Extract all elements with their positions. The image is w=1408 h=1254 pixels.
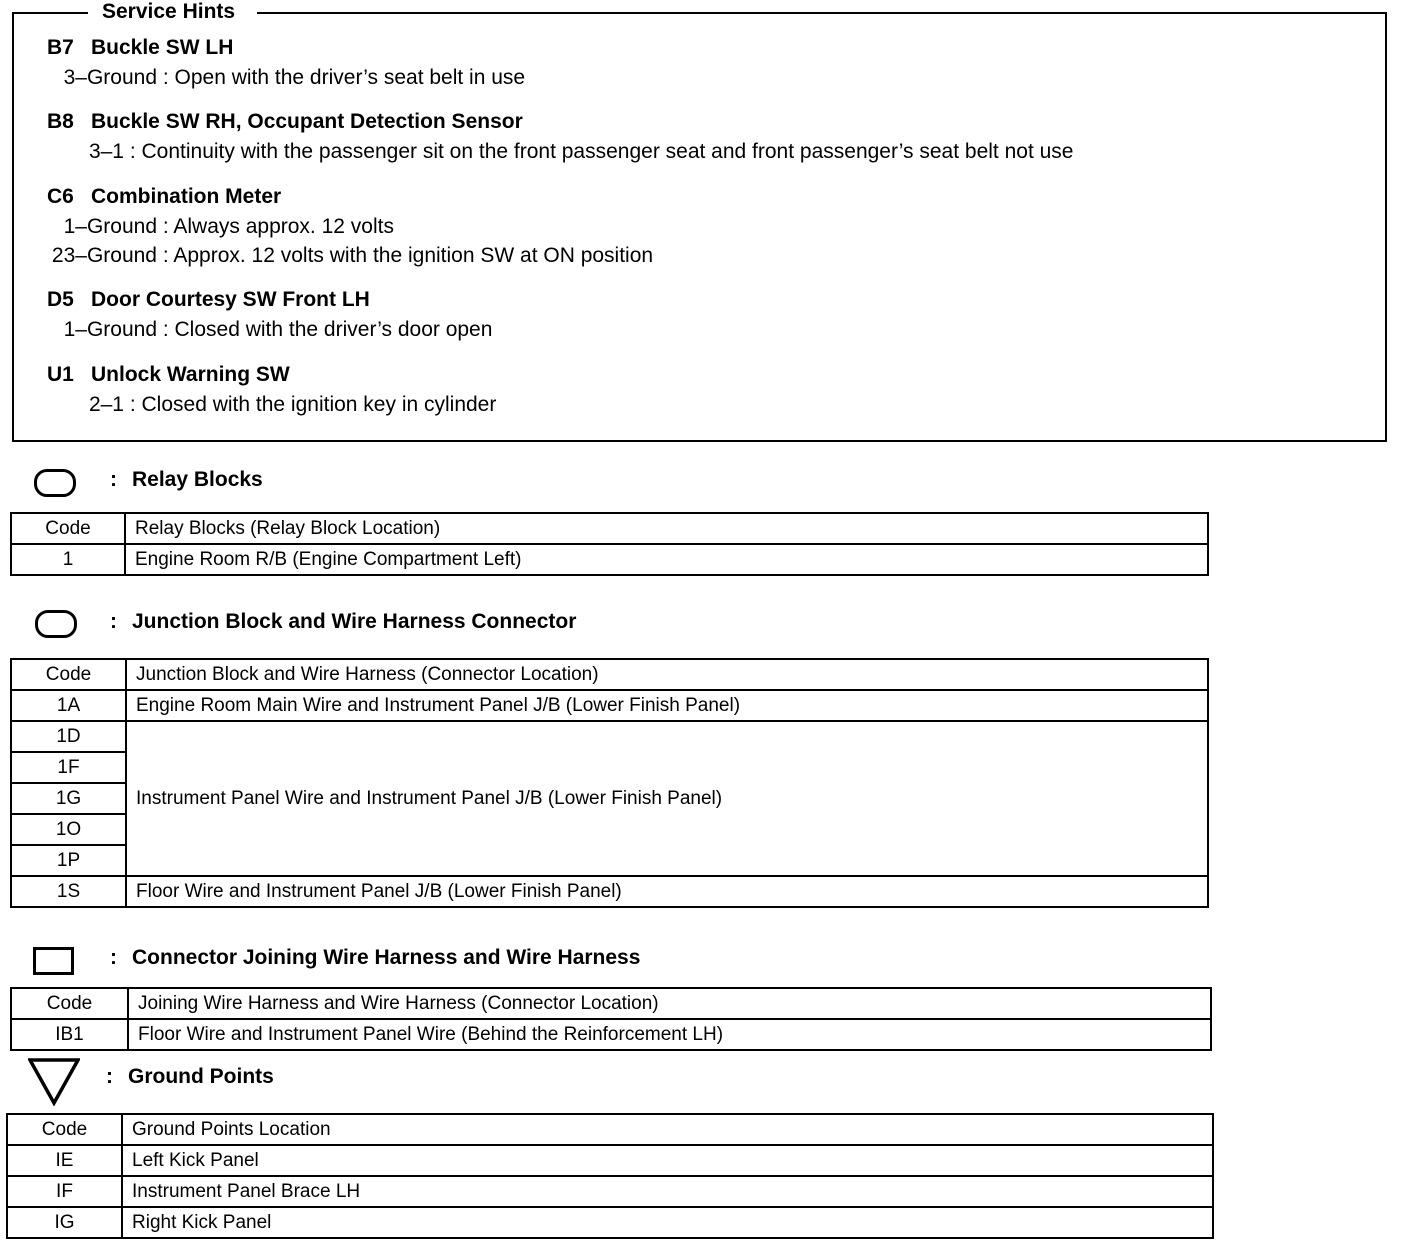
header-desc: Junction Block and Wire Harness (Connector Location) [126, 659, 1208, 690]
row-desc: Instrument Panel Wire and Instrument Panel J/B (Lower Finish Panel) [126, 721, 1208, 876]
hint-line [47, 244, 653, 268]
header-desc: Ground Points Location [122, 1114, 1213, 1145]
joining-connectors-table [10, 987, 1212, 1051]
table-header-row [11, 513, 1208, 544]
hint-desc: : Closed with the driver’s door open [162, 318, 493, 341]
row-code: IB1 [11, 1019, 128, 1050]
row-code: 1A [11, 690, 126, 721]
hint-name: Buckle SW RH, Occupant Detection Sensor [91, 110, 523, 133]
hint-code: B7 [47, 36, 74, 59]
header-code: Code [11, 659, 126, 690]
hint-pin: 23–Ground [51, 244, 157, 267]
row-desc: Right Kick Panel [122, 1207, 1213, 1238]
table-row [11, 876, 1208, 907]
hint-line [47, 66, 525, 90]
row-code: IG [7, 1207, 122, 1238]
row-desc: Instrument Panel Brace LH [122, 1176, 1213, 1207]
table-row [7, 1207, 1213, 1238]
junction-blocks-table [10, 658, 1209, 908]
hint-title [47, 185, 653, 209]
hint-pin: 1–Ground [63, 318, 157, 341]
hint-name: Unlock Warning SW [91, 363, 290, 386]
service-hints-box [12, 0, 1387, 442]
relay-block-oval-icon [34, 469, 76, 497]
hint-line [47, 215, 653, 239]
header-desc: Relay Blocks (Relay Block Location) [125, 513, 1208, 544]
hint-group-u1 [47, 363, 496, 417]
hint-code: B8 [47, 110, 74, 133]
hint-pin: 3–1 [88, 140, 124, 163]
header-code: Code [11, 513, 125, 544]
hint-desc: : Closed with the ignition key in cylinder [129, 393, 497, 416]
hint-name: Buckle SW LH [91, 36, 234, 59]
junction-blocks-title: Junction Block and Wire Harness Connector [132, 610, 577, 633]
row-code: IF [7, 1176, 122, 1207]
relay-blocks-table [10, 512, 1209, 576]
row-code: 1 [11, 544, 125, 575]
table-row [7, 1145, 1213, 1176]
row-code: 1S [11, 876, 126, 907]
row-code: 1P [11, 845, 126, 876]
relay-blocks-title: Relay Blocks [132, 468, 263, 491]
joining-connectors-title: Connector Joining Wire Harness and Wire Harness [132, 946, 641, 969]
hint-desc: : Continuity with the passenger sit on the front passenger seat and front passenger’s seat belt not use [129, 140, 1074, 163]
ground-point-triangle-icon [28, 1058, 80, 1106]
row-code: 1F [11, 752, 126, 783]
table-row [11, 721, 1208, 752]
row-code: 1G [11, 783, 126, 814]
hint-group-c6 [47, 185, 653, 268]
hint-group-b7 [47, 36, 525, 90]
junction-blocks-heading [110, 610, 576, 634]
row-code: 1O [11, 814, 126, 845]
table-row [7, 1176, 1213, 1207]
hint-title [47, 110, 1073, 134]
row-desc: Engine Room Main Wire and Instrument Panel J/B (Lower Finish Panel) [126, 690, 1208, 721]
row-desc: Left Kick Panel [122, 1145, 1213, 1176]
row-code: IE [7, 1145, 122, 1176]
hint-group-b8 [47, 110, 1073, 164]
row-code: 1D [11, 721, 126, 752]
row-desc: Floor Wire and Instrument Panel Wire (Behind the Reinforcement LH) [128, 1019, 1211, 1050]
hint-line [47, 318, 492, 342]
hint-code: C6 [47, 185, 74, 208]
service-hints-title: Service Hints [88, 0, 257, 24]
row-desc: Floor Wire and Instrument Panel J/B (Lower Finish Panel) [126, 876, 1208, 907]
joining-connectors-heading [110, 946, 640, 970]
hint-desc: : Always approx. 12 volts [162, 215, 394, 238]
table-header-row [11, 659, 1208, 690]
hint-title [47, 363, 496, 387]
table-row [11, 690, 1208, 721]
hint-pin: 2–1 [88, 393, 124, 416]
hint-desc: : Open with the driver’s seat belt in use [162, 66, 526, 89]
heading-colon: : [106, 1065, 113, 1088]
hint-line [47, 140, 1073, 164]
ground-points-heading [106, 1065, 274, 1089]
table-row [11, 544, 1208, 575]
hint-title [47, 36, 525, 60]
hint-pin: 3–Ground [63, 66, 157, 89]
ground-points-title: Ground Points [128, 1065, 274, 1088]
row-desc: Engine Room R/B (Engine Compartment Left) [125, 544, 1208, 575]
junction-block-oval-icon [35, 610, 77, 638]
hint-name: Door Courtesy SW Front LH [91, 288, 370, 311]
hint-name: Combination Meter [91, 185, 282, 208]
hint-code: D5 [47, 288, 74, 311]
table-header-row [7, 1114, 1213, 1145]
connector-rectangle-icon [33, 947, 74, 975]
hint-title [47, 288, 492, 312]
hint-code: U1 [47, 363, 74, 386]
table-header-row [11, 988, 1211, 1019]
header-desc: Joining Wire Harness and Wire Harness (Connector Location) [128, 988, 1211, 1019]
hint-pin: 1–Ground [63, 215, 157, 238]
hint-desc: : Approx. 12 volts with the ignition SW at ON position [162, 244, 654, 267]
hint-group-d5 [47, 288, 492, 342]
ground-points-table [6, 1113, 1214, 1239]
heading-colon: : [110, 946, 117, 969]
relay-blocks-heading [110, 468, 263, 492]
heading-colon: : [110, 610, 117, 633]
header-code: Code [11, 988, 128, 1019]
hint-line [47, 393, 496, 417]
heading-colon: : [110, 468, 117, 491]
table-row [11, 1019, 1211, 1050]
header-code: Code [7, 1114, 122, 1145]
